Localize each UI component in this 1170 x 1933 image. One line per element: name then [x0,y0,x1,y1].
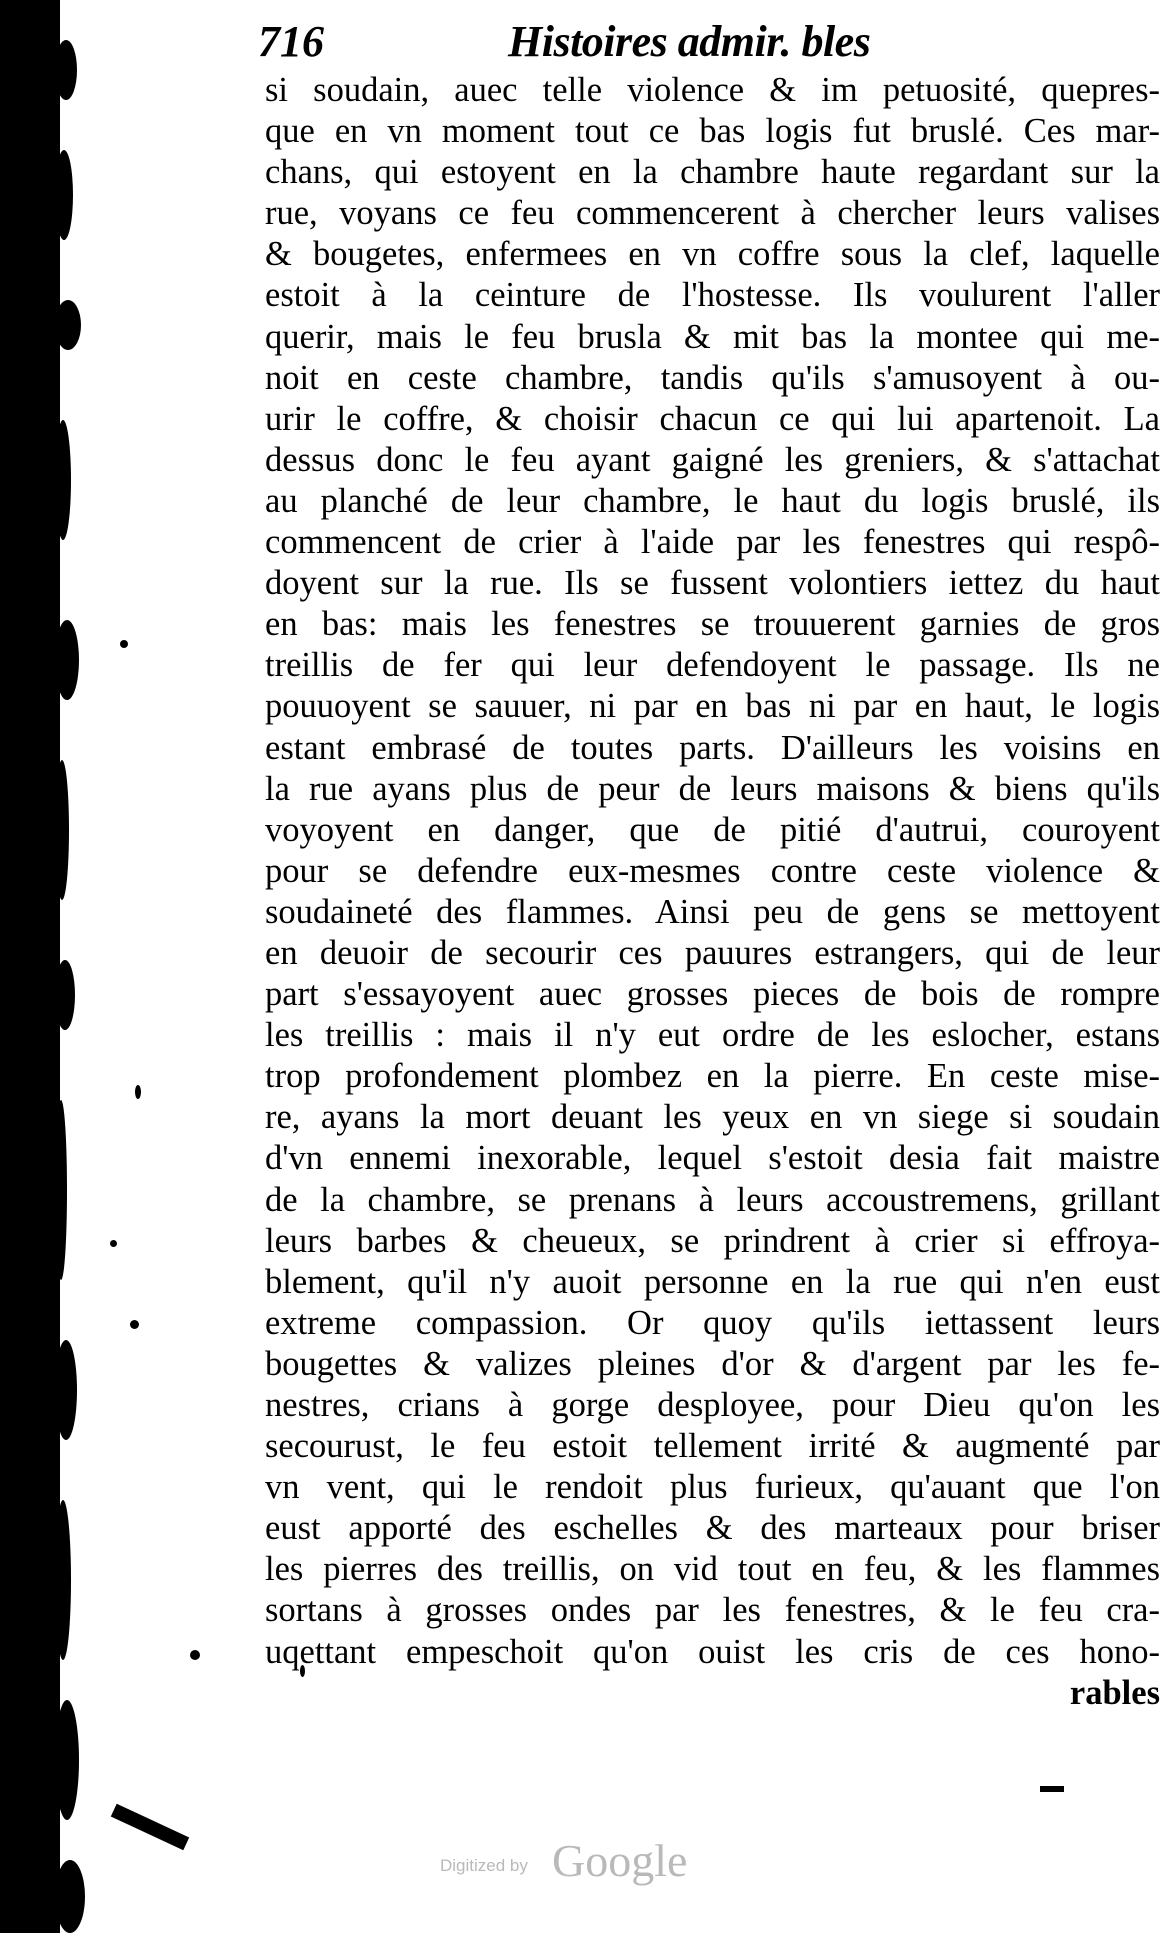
text-line: rue, voyans ce feu commencerent à chercher leurs valises [265,194,1160,233]
text-line: soudaineté des flammes. Ainsi peu de gens se mettoyent [265,892,1160,931]
text-line: commencent de crier à l'aide par les fenestres qui respô- [265,523,1160,562]
text-line: noit en ceste chambre, tandis qu'ils s'amusoyent à ou- [265,358,1160,397]
text-line: eust apporté des eschelles & des marteaux pour briser [265,1509,1160,1548]
text-line: d'vn ennemi inexorable, lequel s'estoit desia fait maistre [265,1139,1160,1178]
text-line: estant embrasé de toutes parts. D'ailleurs les voisins en [265,728,1160,767]
scan-stroke [111,1804,189,1850]
text-line: en bas: mais les fenestres se trouuerent garnies de gros [265,605,1160,644]
page-gutter-shadow [0,0,60,1933]
catchword: rables [1069,1673,1160,1712]
text-line: urir le coffre, & choisir chacun ce qui lui apartenoit. La [265,399,1160,438]
text-line: pour se defendre eux-mesmes contre ceste violence & [265,851,1160,890]
scan-speck [130,1320,139,1329]
watermark-prefix: Digitized by [440,1856,528,1875]
body-text [265,70,1160,1714]
text-line: & bougetes, enfermees en vn coffre sous la clef, laquelle [265,235,1160,274]
text-line: estoit à la ceinture de l'hostesse. Ils voulurent l'aller [265,276,1160,315]
scan-speck [120,640,128,648]
scan-speck [135,1085,141,1099]
text-line: en deuoir de secourir ces pauures estrangers, qui de leur [265,933,1160,972]
text-line: pouuoyent se sauuer, ni par en bas ni par en haut, le logis [265,687,1160,726]
page-gutter-edge [55,0,95,1933]
text-line: que en vn moment tout ce bas logis fut bruslé. Ces mar- [265,112,1160,151]
text-line: querir, mais le feu brusla & mit bas la montee qui me- [265,317,1160,356]
page-number: 716 [258,17,324,66]
text-line: vn vent, qui le rendoit plus furieux, qu'auant que l'on [265,1468,1160,1507]
text-line: blement, qu'il n'y auoit personne en la rue qui n'en eust [265,1262,1160,1301]
watermark-brand: Google [552,1835,688,1886]
text-line: si soudain, auec telle violence & im petuosité, quepres- [265,71,1160,109]
text-line: trop profondement plombez en la pierre. En ceste mise- [265,1057,1160,1096]
text-line: nestres, crians à gorge desployee, pour Dieu qu'on les [265,1386,1160,1424]
text-line: doyent sur la rue. Ils se fussent volontiers iettez du haut [265,564,1160,603]
text-line: chans, qui estoyent en la chambre haute regardant sur la [265,153,1160,192]
text-line: sortans à grosses ondes par les fenestres, & le feu cra- [265,1591,1160,1630]
text-line: la rue ayans plus de peur de leurs maisons & biens qu'ils [265,769,1160,808]
text-line: re, ayans la mort deuant les yeux en vn siege si soudain [265,1098,1160,1137]
text-line: de la chambre, se prenans à leurs accoustremens, grillant [265,1180,1160,1219]
text-line: dessus donc le feu ayant gaigné les greniers, & s'attachat [265,440,1160,479]
text-line: les treillis : mais il n'y eut ordre de les eslocher, estans [265,1016,1160,1055]
text-line: treillis de fer qui leur defendoyent le passage. Ils ne [265,646,1160,685]
scan-speck [110,1240,117,1247]
digitization-watermark [440,1835,780,1888]
running-title: Histoires admir. bles [508,17,871,66]
scan-stroke [1040,1786,1064,1792]
text-line: part s'essayoyent auec grosses pieces de bois de rompre [265,975,1160,1014]
text-line: leurs barbes & cheueux, se prindrent à crier si effroya- [265,1221,1160,1260]
text-line: extreme compassion. Or quoy qu'ils iettassent leurs [265,1303,1160,1342]
running-header [258,18,938,66]
text-line: secourust, le feu estoit tellement irrité & augmenté par [265,1427,1160,1466]
text-line: les pierres des treillis, on vid tout en feu, & les flammes [265,1550,1160,1589]
scan-speck [190,1650,200,1660]
text-line: voyoyent en danger, que de pitié d'autrui, couroyent [265,810,1160,849]
text-line: au planché de leur chambre, le haut du logis bruslé, ils [265,481,1160,520]
text-line: bougettes & valizes pleines d'or & d'argent par les fe- [265,1344,1160,1383]
text-line: uqettant empeschoit qu'on ouist les cris de ces hono- [265,1632,1160,1671]
